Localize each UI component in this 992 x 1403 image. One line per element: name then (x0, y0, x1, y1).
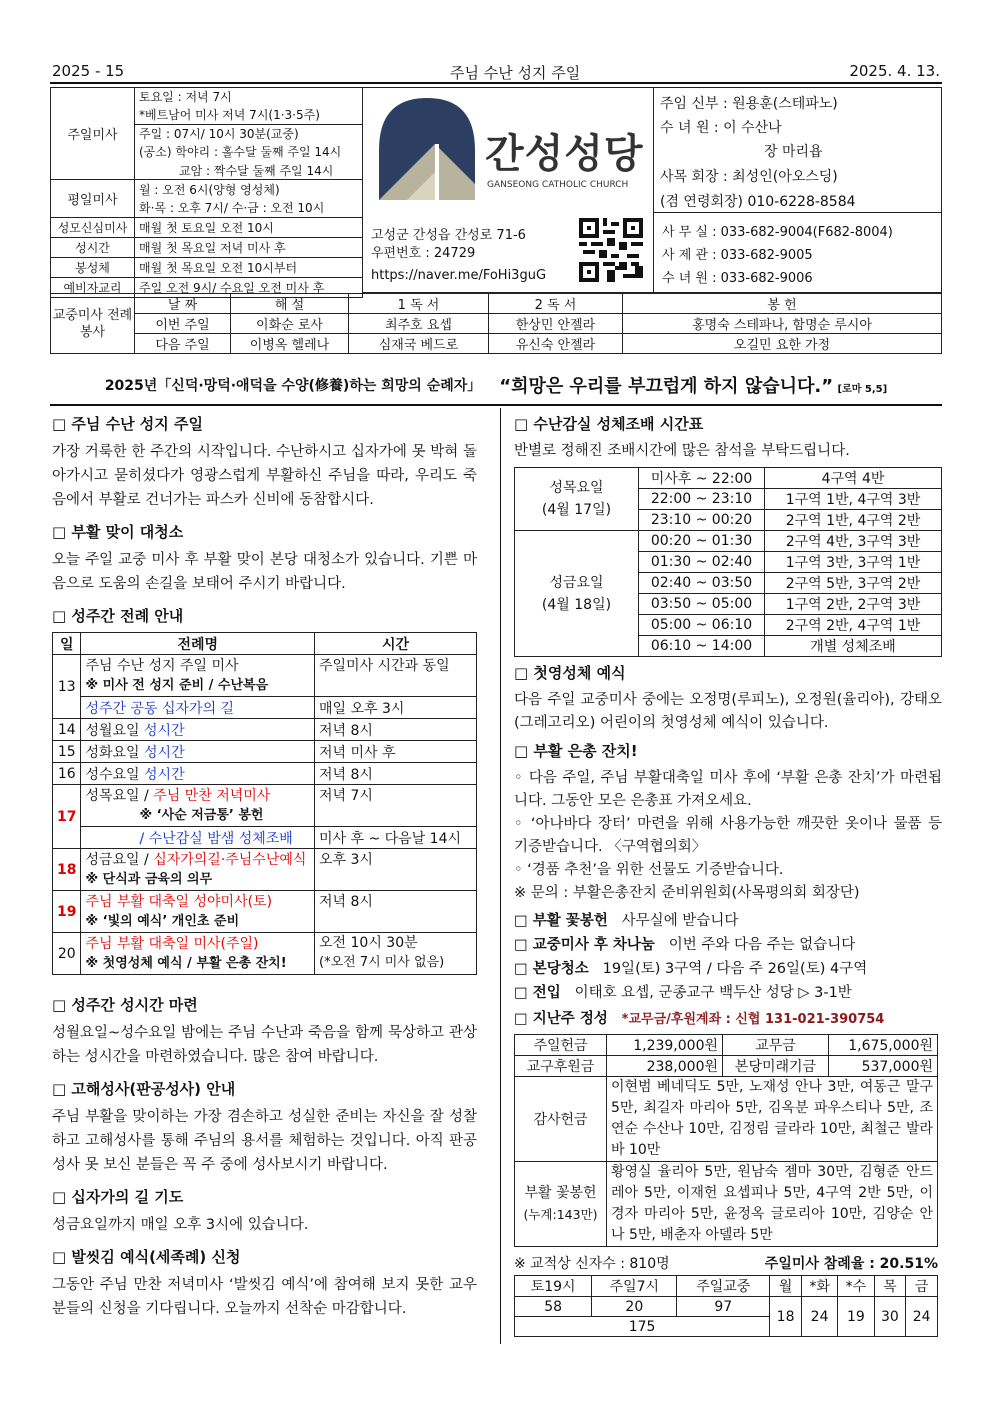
table-cell: 이병옥 헬레나 (231, 334, 349, 354)
section-body: 가장 거룩한 한 주간의 시작입니다. 수난하시고 십자가에 못 박혀 돌아가시고 묻히셨다가 영광스럽게 부활하신 주님을 따라, 우리도 죽음에서 부활로 건너가는 파스카 신비에 동참합시다. (52, 444, 477, 508)
col-header: 주일7시 (592, 1276, 677, 1297)
offering-label: 감사헌금 (515, 1077, 607, 1162)
offering-table (514, 1034, 938, 1247)
section-title: □ 부활 은총 잔치! (514, 742, 638, 760)
day-cell: 14 (53, 719, 81, 741)
rite-name: 성화요일 (85, 744, 145, 761)
mass-row-label: 성시간 (51, 238, 135, 258)
sunday-total: 175 (515, 1317, 770, 1337)
col-header: 시간 (315, 633, 477, 655)
rite-cell (81, 891, 315, 933)
staff-box (653, 87, 942, 213)
adoration-table (514, 467, 942, 657)
count-cell: 19 (838, 1297, 874, 1337)
notice-value: 이태호 요셉, 군종교구 백두산 성당 ▷ 3-1반 (574, 985, 852, 1001)
rite-highlight: 주님 만찬 저녁미사 (153, 787, 271, 804)
left-column (52, 414, 477, 1331)
rite-cell (81, 719, 315, 741)
col-header: 주일교중 (677, 1276, 770, 1297)
table-cell: 홍명숙 스테파나, 함명순 루시아 (623, 314, 942, 334)
count-cell: 97 (677, 1297, 770, 1317)
sunday-line: 토요일 : 저녁 7시 (135, 88, 363, 106)
count-cell: 30 (874, 1297, 906, 1337)
sunday-line: *베트남어 미사 저녁 7시(1·3·5주) (135, 106, 363, 124)
stats-line (514, 1253, 938, 1273)
day-cell: 17 (53, 785, 81, 849)
offering-heading (514, 1007, 942, 1032)
rite-name: 성수요일 (85, 766, 145, 783)
day-name: 성목요일 (549, 480, 604, 496)
section-title: □ 십자가의 길 기도 (52, 1188, 184, 1206)
offering-label (515, 1162, 607, 1247)
col-header: *화 (801, 1276, 837, 1297)
staff-line: 주임 신부 : 원용훈(스테파노) (660, 96, 838, 112)
section-body: 성월요일~성수요일 밤에는 주님 수난과 죽음을 함께 묵상하고 관상하는 성시간을 마련하였습니다. 많은 참여 바랍니다. (52, 1025, 477, 1065)
count-cell: 20 (592, 1297, 677, 1317)
attendance-table (514, 1275, 938, 1337)
rite-highlight: 십자가의길·주님수난예식 (153, 851, 307, 868)
church-address: 고성군 간성읍 간성로 71-6 (371, 228, 526, 243)
notice-tea (514, 933, 942, 957)
time-cell: 01:30 ~ 02:40 (639, 552, 765, 573)
staff-line: 사목 회장 : 최성인(아오스딩) (660, 169, 838, 185)
office-box (653, 213, 942, 293)
time-cell: 05:00 ~ 06:10 (639, 615, 765, 636)
rite-note: ※ ‘빛의 예식’ 개인초 준비 (85, 913, 240, 929)
offering-value: 1,239,000원 (607, 1035, 723, 1056)
bulletin-title: 주님 수난 성지 주일 (450, 64, 581, 82)
day-cell: 13 (53, 655, 81, 719)
group-cell: 2구역 5반, 3구역 2반 (765, 573, 942, 594)
qr-code-icon[interactable] (579, 218, 643, 282)
col-header: 일 (53, 633, 81, 655)
section-stations (52, 1187, 477, 1237)
group-cell: 2구역 2반, 4구역 1반 (765, 615, 942, 636)
section-title: □ 첫영성체 예식 (514, 664, 626, 682)
rite-note: ※ 미사 전 성지 준비 / 수난복음 (85, 677, 269, 693)
group-cell: 1구역 2반, 2구역 3반 (765, 594, 942, 615)
rite-note: ※ 첫영성체 예식 / 부활 은총 잔치! (85, 955, 287, 971)
col-header: 금 (906, 1276, 938, 1297)
church-info-box (363, 87, 653, 293)
count-cell: 24 (906, 1297, 938, 1337)
time-cell: 00:20 ~ 01:30 (639, 531, 765, 552)
bulletin-date: 2025. 4. 13. (849, 62, 940, 80)
time-cell: 02:40 ~ 03:50 (639, 573, 765, 594)
church-logo-subtitle: GANSEONG CATHOLIC CHURCH (487, 180, 629, 190)
office-line: 수 녀 원 : 033-682-9006 (662, 271, 813, 286)
day-name: 성금요일 (549, 574, 604, 591)
section-holy-week (52, 606, 477, 975)
banner-ref: [로마 5,5] (837, 384, 888, 395)
time-cell: 저녁 8시 (315, 891, 477, 933)
rite-cell (81, 655, 315, 697)
day-label (515, 531, 639, 657)
offering-label-text: 부활 꽃봉헌 (524, 1185, 597, 1201)
time-cell: 03:50 ~ 05:00 (639, 594, 765, 615)
offering-label: 교구후원금 (515, 1056, 607, 1077)
group-cell: 4구역 4반 (765, 468, 942, 489)
offering-donors: 이현범 베네딕도 5만, 노재성 안나 3만, 여동근 말구 5만, 최길자 마리아 5만, 김옥분 파우스티나 5만, 조연순 수산나 10만, 김정림 글라라 10만, 최철근 발라바 10만 (607, 1077, 938, 1162)
rite-cell (81, 785, 315, 827)
group-cell: 2구역 4반, 3구역 3반 (765, 531, 942, 552)
rite-highlight: 성시간 (144, 722, 185, 739)
offering-label: 본당미래기금 (723, 1056, 829, 1077)
liturgy-service-table (50, 293, 942, 354)
group-cell: 1구역 3반, 3구역 1반 (765, 552, 942, 573)
section-title: □ 발씻김 예식(세족례) 신청 (52, 1248, 241, 1266)
feast-line: ◦ ‘아나바다 장터’ 마련을 위해 사용가능한 깨끗한 옷이나 물품 등 기증받습니다. 〈구역협의회〉 (514, 816, 942, 855)
weekday-line: 월 : 오전 6시(양형 영성체) (135, 180, 363, 199)
liturgy-label (51, 294, 135, 354)
offering-value: 537,000원 (829, 1056, 938, 1077)
day-cell: 19 (53, 891, 81, 933)
church-zip: 우편번호 : 24729 (371, 246, 476, 261)
feast-line: ◦ 다음 주일, 주님 부활대축일 미사 후에 ‘부활 은총 잔치’가 마련됩니다. 그동안 모은 은총표 가져오세요. (514, 770, 942, 809)
rite-name: 성금요일 / (85, 851, 154, 868)
section-body: 성금요일까지 매일 오후 3시에 있습니다. (52, 1217, 309, 1233)
day-date: (4월 18일) (541, 596, 612, 613)
notice-title: □ 전입 (514, 985, 561, 1001)
day-date: (4월 17일) (541, 502, 612, 518)
time-note: (*오전 7시 미사 없음) (319, 955, 445, 970)
table-cell: 이화순 로사 (231, 314, 349, 334)
col-header: 2 독 서 (489, 294, 623, 314)
notice-title: □ 지난주 정성 (514, 1011, 608, 1027)
sunday-mass-label: 주일미사 (51, 88, 135, 180)
time-cell: 매일 오후 3시 (315, 697, 477, 719)
attendance-rate: 주일미사 참례율 : 20.51% (764, 1256, 938, 1272)
section-body: 주님 부활을 맞이하는 가장 겸손하고 성실한 준비는 자신을 잘 성찰하고 고해성사를 통해 주님의 용서를 체험하는 것입니다. 아직 판공성사 못 보신 분들은 꼭 주 중에 성사보시기 바랍니다. (52, 1109, 477, 1173)
col-header: 목 (874, 1276, 906, 1297)
day-cell: 16 (53, 763, 81, 785)
notice-value: 사무실에 받습니다 (621, 913, 739, 929)
church-logo-text: 간성성당 (485, 131, 644, 177)
group-cell: 개별 성체조배 (765, 636, 942, 657)
weekday-mass-label: 평일미사 (51, 180, 135, 218)
office-line: 사 무 실 : 033-682-9004(F682-8004) (662, 225, 893, 240)
column-divider (500, 408, 501, 1344)
mass-row-value: 매월 첫 목요일 오전 10시부터 (135, 258, 363, 278)
sunday-line: (공소) 학야리 : 홀수달 둘째 주일 14시 (135, 143, 363, 161)
col-header: 1 독 서 (349, 294, 489, 314)
section-title: □ 성주간 성시간 마련 (52, 996, 198, 1014)
rite-highlight: 성시간 (144, 744, 185, 761)
day-cell: 20 (53, 933, 81, 975)
time-cell: 저녁 7시 (315, 785, 477, 827)
section-adoration (514, 414, 942, 657)
section-body: 그동안 주님 만찬 저녁미사 ‘발씻김 예식’에 참여해 보지 못한 교우분들의 신청을 기다립니다. 오늘까지 선착순 마감합니다. (52, 1277, 477, 1317)
group-cell: 1구역 1반, 4구역 3반 (765, 489, 942, 510)
mass-times-table (50, 87, 363, 298)
staff-line: (겸 연령회장) 010-6228-8584 (660, 194, 856, 210)
rite-cell (81, 763, 315, 785)
col-header: 해 설 (231, 294, 349, 314)
offering-donors: 황영실 율리아 5만, 원남숙 젬마 30만, 김형준 안드레아 5만, 이재헌 요셉피나 5만, 4구역 2반 5만, 이경자 마리아 5만, 윤정옥 글로리아 10만, 김양순 안나 5만, 배춘자 아델라 5만 (607, 1162, 938, 1247)
rite-highlight: 성시간 (144, 766, 185, 783)
holy-week-table (52, 632, 477, 975)
section-easter-feast (514, 741, 942, 905)
notice-flower (514, 909, 942, 933)
rite-note: ※ ‘사순 저금통’ 봉헌 (139, 807, 264, 823)
table-cell: 한상민 안젤라 (489, 314, 623, 334)
count-cell: 24 (801, 1297, 837, 1337)
table-cell: 최주호 요셉 (349, 314, 489, 334)
section-title: □ 수난감실 성체조배 시간표 (514, 415, 704, 433)
section-cleaning (52, 522, 477, 596)
section-title: □ 부활 맞이 대청소 (52, 523, 184, 541)
time-cell: 미사 후 ~ 다음날 14시 (315, 827, 477, 849)
notice-title: □ 본당청소 (514, 961, 589, 977)
office-line: 사 제 관 : 033-682-9005 (662, 248, 813, 263)
right-column (514, 414, 942, 1337)
time-cell: 22:00 ~ 23:10 (639, 489, 765, 510)
mass-row-value: 매월 첫 목요일 저녁 미사 후 (135, 238, 363, 258)
notice-transfer (514, 981, 942, 1005)
time-cell: 오후 3시 (315, 849, 477, 891)
day-cell: 15 (53, 741, 81, 763)
rite-cell: 성주간 공동 십자가의 길 (81, 697, 315, 719)
offering-account: *교무금/후원계좌 : 신협 131-021-390754 (621, 1012, 885, 1027)
rite-highlight: 주님 부활 대축일 성야미사(토) (85, 893, 273, 910)
day-label (515, 468, 639, 531)
rite-cell (81, 741, 315, 763)
section-body: 다음 주일 교중미사 중에는 오정명(루피노), 오정원(율리아), 강태오(그레고리오) 어린이의 첫영성체 예식이 있습니다. (514, 692, 942, 731)
section-title: □ 주님 수난 성지 주일 (52, 415, 203, 433)
church-logo-icon (377, 94, 479, 202)
col-header: 봉 헌 (623, 294, 942, 314)
mass-row-value: 주일 오전 9시/ 수요일 오전 미사 후 (135, 278, 363, 298)
notice-title: □ 부활 꽃봉헌 (514, 913, 608, 929)
table-cell: 다음 주일 (135, 334, 231, 354)
section-title: □ 성주간 전례 안내 (52, 607, 184, 625)
offering-label-sub: (누계:143만) (523, 1207, 598, 1222)
group-cell: 2구역 1반, 4구역 2반 (765, 510, 942, 531)
rite-cell (81, 933, 315, 975)
rite-highlight: 주님 부활 대축일 미사(주일) (85, 935, 259, 952)
section-palm-sunday (52, 414, 477, 512)
mass-row-value: 매월 첫 토요일 오전 10시 (135, 218, 363, 238)
top-line (50, 62, 942, 84)
notice-value: 19일(토) 3구역 / 다음 주 26일(토) 4구역 (602, 961, 868, 977)
col-header: 토19시 (515, 1276, 592, 1297)
time-cell: 미사후 ~ 22:00 (639, 468, 765, 489)
count-cell: 58 (515, 1297, 592, 1317)
time-cell: 주일미사 시간과 동일 (315, 655, 477, 697)
issue-number: 2025 - 15 (52, 62, 125, 80)
col-header: 날 짜 (135, 294, 231, 314)
time-cell: 저녁 미사 후 (315, 741, 477, 763)
mass-row-label: 성모신심미사 (51, 218, 135, 238)
table-cell: 이번 주일 (135, 314, 231, 334)
notice-value: 이번 주와 다음 주는 없습니다 (668, 937, 856, 953)
jubilee-banner (50, 366, 942, 406)
time-cell: 06:10 ~ 14:00 (639, 636, 765, 657)
offering-value: 1,675,000원 (829, 1035, 938, 1056)
church-url[interactable]: https://naver.me/FoHi3guG (371, 268, 547, 283)
col-header: 월 (770, 1276, 802, 1297)
section-confession (52, 1079, 477, 1177)
section-title: □ 고해성사(판공성사) 안내 (52, 1080, 236, 1098)
section-first-communion (514, 663, 942, 735)
col-header: *수 (838, 1276, 874, 1297)
sunday-line: 교암 : 짝수달 둘째 주일 14시 (135, 161, 363, 179)
mass-row-label: 봉성체 (51, 258, 135, 278)
day-cell: 18 (53, 849, 81, 891)
section-foot-washing (52, 1247, 477, 1321)
table-cell: 심재국 베드로 (349, 334, 489, 354)
rite-note: ※ 단식과 금육의 의무 (85, 871, 213, 887)
time-value: 오전 10시 30분 (319, 935, 418, 951)
mass-row-label: 예비자교리 (51, 278, 135, 298)
offering-value: 238,000원 (607, 1056, 723, 1077)
banner-theme: 2025년「신덕·망덕·애덕을 수양(修養)하는 희망의 순례자」 (104, 378, 482, 394)
staff-line: 수 녀 원 : 이 수산나 (660, 120, 782, 136)
notice-cleaning (514, 957, 942, 981)
rite-cell: / 수난감실 밤샘 성체조배 (81, 827, 315, 849)
rite-name: 주님 수난 성지 주일 미사 (85, 657, 239, 674)
notice-title: □ 교중미사 후 차나눔 (514, 937, 655, 953)
rite-cell (81, 849, 315, 891)
banner-quote: “희망은 우리를 부끄럽게 하지 않습니다.” (499, 376, 834, 397)
count-cell: 18 (770, 1297, 802, 1337)
rite-name: 성월요일 (85, 722, 145, 739)
section-body: 반별로 정해진 조배시간에 많은 참석을 부탁드립니다. (514, 443, 850, 459)
sunday-line: 주일 : 07시/ 10시 30분(교중) (135, 124, 363, 142)
offering-label: 주일헌금 (515, 1035, 607, 1056)
table-cell: 오길민 요한 가정 (623, 334, 942, 354)
time-cell: 저녁 8시 (315, 763, 477, 785)
staff-line: 장 마리욥 (764, 144, 823, 160)
table-cell: 유신숙 안젤라 (489, 334, 623, 354)
time-cell: 23:10 ~ 00:20 (639, 510, 765, 531)
section-body: 오늘 주일 교중 미사 후 부활 맞이 본당 대청소가 있습니다. 기쁜 마음으로 도움의 손길을 보태어 주시기 바랍니다. (52, 552, 477, 592)
section-holy-hour (52, 995, 477, 1069)
short-notices (514, 909, 942, 1032)
time-cell (315, 933, 477, 975)
parishioner-count: ※ 교적상 신자수 : 810명 (514, 1256, 670, 1272)
weekday-line: 화·목 : 오후 7시/ 수·금 : 오전 10시 (135, 199, 363, 218)
rite-name: 성목요일 / (85, 787, 154, 804)
offering-label: 교무금 (723, 1035, 829, 1056)
time-cell: 저녁 8시 (315, 719, 477, 741)
feast-line: ※ 문의 : 부활은총잔치 준비위원회(사목평의회 회장단) (514, 885, 860, 901)
col-header: 전례명 (81, 633, 315, 655)
liturgy-label-text: 교중미사 전례봉사 (52, 307, 133, 340)
feast-line: ◦ ‘경품 추천’을 위한 선물도 기증받습니다. (514, 862, 784, 878)
